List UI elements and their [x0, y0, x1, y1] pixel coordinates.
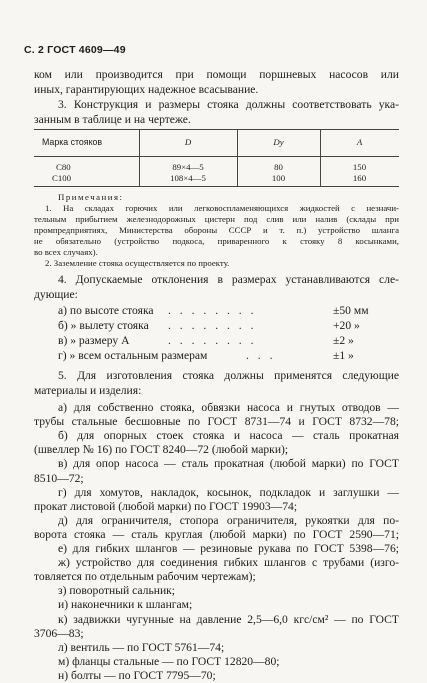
table-cell: 100	[271, 173, 286, 183]
deviation-value: ±1 »	[333, 349, 354, 362]
intro-line: иных, гарантирующих надежное всасывание.	[34, 83, 259, 96]
material-item-line: 8510—72;	[34, 471, 84, 485]
table-cell: 80	[274, 162, 283, 172]
material-item-line: л) вентиль — по ГОСТ 5761—74;	[58, 640, 225, 654]
deviation-label: в) » размеру A	[58, 334, 130, 347]
material-item-line: г) для хомутов, накладок, косынок, подкладок и заглушки —	[58, 485, 399, 499]
material-item-line: и) наконечники к шлангам;	[58, 598, 193, 612]
material-item-line: трубы стальные бесшовные по ГОСТ 8731—74 и ГОСТ 8732—78;	[34, 415, 399, 429]
table-header-cell: D	[184, 137, 192, 147]
note-line: промпредприятиях, Министерства обороны СССР и т. п.) устройство шланга	[34, 225, 399, 235]
deviation-value: +20 »	[333, 319, 360, 332]
paragraph-5-line: 5. Для изготовления стояка должны применятся следующие	[58, 369, 399, 382]
material-item-line: в) для опор насоса — сталь прокатная (любой марки) по ГОСТ	[58, 457, 399, 471]
material-item-line: ж) устройство для соединения гибких шлангов с трубами (изго-	[58, 556, 399, 570]
material-item-line: прокат листовой (любой марки) по ГОСТ 19903—74;	[34, 499, 298, 513]
table-bottom-rule	[34, 186, 399, 187]
deviation-value: ±50 мм	[333, 304, 369, 317]
note-line: не обязательно (устройство подкоса, приваренного к стояку 8 косынками,	[34, 236, 399, 246]
table-cell: С80	[56, 162, 71, 172]
material-item-line: ворота стояка — сталь круглая (любой марки) по ГОСТ 2590—71;	[34, 527, 399, 541]
note-line: во всех случаях).	[34, 247, 98, 257]
paragraph-4-line: 4. Допускаемые отклонения в размерах устанавливаются сле-	[58, 273, 399, 286]
table-cell: С100	[52, 173, 72, 183]
material-item-line: (швеллер № 16) по ГОСТ 8240—72 (любой марки);	[34, 443, 289, 457]
table-cell: 150	[352, 162, 367, 172]
document-page: С. 2 ГОСТ 4609—49 ком или производится при помощи поршневых насосов или иных, гарантирующих надежное всасывание. 3. Конструкция и размеры стояка должны соответствовать ука- занным в таблице и на чертеже. Марка стояков D Dy A С80 89×4—5 80 150 С100 108×4—5 100 160 Примечания: 1. На складах горючих или легковоспламеняющихся жидкостей с незначи- тельным прибытием железнодорожных цистерн под слив или налив (склады при промпредприятиях, Министерства обороны СССР и т. п.) устройство шланга не обязательно (устройство подкоса, приваренного к стояку 8 косынками, во всех случаях). 2. Заземление стояка осуществляется по проекту. 4. Допускаемые отклонения в размерах устанавливаются сле- дующие: а) по высоте стояка . . . . . . . . ±50 мм б) » вылету стояка . . . . . . . . +20 » в) » размеру A . . . . . . . . ±2 » г) » всем остальным размерам . . . ±1 » 5. Для изготовления стояка должны применятся следующие материалы и изделия: а) для собственно стояка, обвязки насоса и гнутых отводов — трубы стальные бесшовные по ГОСТ 8731—74 и ГОСТ 8732—78; б) для опорных стоек стояка и насоса — сталь прокатная (швеллер № 16) по ГОСТ 8240—72 (любой марки); в) для опор насоса — сталь прокатная (любой марки) по ГОСТ 8510—72; г) для хомутов, накладок, косынок, подкладок и заглушки — прокат листовой (любой марки) по ГОСТ 19903—74; д) для ограничителя, стопора ограничителя, рукоятки для по- ворота стояка — сталь круглая (любой марки) по ГОСТ 2590—71; е) для гибких шлангов — резиновые рукава по ГОСТ 5398—76; ж) устройство для соединения гибких шлангов с трубами (изго- товляется по отдельным рабочим чертежам); з) поворотный сальник; и) наконечники к шлангам; к) задвижки чугунные на давление 2,5—6,0 кгс/см² — по ГОСТ 3706—83; л) вентиль — по ГОСТ 5761—74; м) фланцы стальные — по ГОСТ 12820—80; н) болты — по ГОСТ 7795—70;	[24, 44, 399, 682]
note-line: тельным прибытием железнодорожных цистерн под слив или налив (склады при	[34, 214, 399, 224]
deviation-label: а) по высоте стояка	[58, 304, 154, 317]
material-item-line: к) задвижки чугунные на давление 2,5—6,0 кгс/см² — по ГОСТ	[58, 612, 399, 626]
intro-line: ком или производится при помощи поршневых насосов или	[34, 68, 399, 81]
table-cell: 160	[352, 173, 367, 183]
material-item-line: м) фланцы стальные — по ГОСТ 12820—80;	[58, 654, 280, 668]
paragraph-3-line: занным в таблице и на чертеже.	[34, 113, 191, 126]
deviation-value: ±2 »	[333, 334, 354, 347]
table-cell: 108×4—5	[170, 173, 206, 183]
note-line: 2. Заземление стояка осуществляется по проекту.	[45, 258, 230, 268]
material-item-line: а) для собственно стояка, обвязки насоса и гнутых отводов —	[58, 401, 399, 414]
notes-title: Примечания:	[58, 192, 124, 202]
table-cell: 89×4—5	[172, 162, 204, 172]
material-item-line: н) болты — по ГОСТ 7795—70;	[58, 668, 216, 682]
material-item-line: товляется по отдельным рабочим чертежам);	[34, 570, 256, 584]
table-header-cell: Марка стояков	[42, 137, 103, 147]
material-item-line: б) для опорных стоек стояка и насоса — сталь прокатная	[58, 429, 399, 443]
table-top-rule	[34, 129, 399, 130]
paragraph-3-line: 3. Конструкция и размеры стояка должны соответствовать ука-	[58, 98, 399, 111]
page-header: С. 2 ГОСТ 4609—49	[24, 44, 126, 56]
paragraph-5-line: материалы и изделия:	[34, 384, 142, 397]
paragraph-4-line: дующие:	[34, 288, 78, 301]
table-header-cell: Dy	[273, 137, 284, 147]
deviation-label: б) » вылету стояка	[58, 319, 149, 332]
material-item-line: е) для гибких шлангов — резиновые рукава по ГОСТ 5398—76;	[58, 542, 399, 555]
table-header-cell: A	[356, 137, 363, 147]
material-item-line: з) поворотный сальник;	[58, 584, 176, 598]
note-line: 1. На складах горючих или легковоспламеняющихся жидкостей с незначи-	[45, 203, 399, 213]
deviation-label: г) » всем остальным размерам	[58, 349, 208, 362]
material-item-line: 3706—83;	[34, 626, 84, 640]
table-header-rule	[34, 156, 399, 157]
material-item-line: д) для ограничителя, стопора ограничителя, рукоятки для по-	[58, 513, 399, 527]
